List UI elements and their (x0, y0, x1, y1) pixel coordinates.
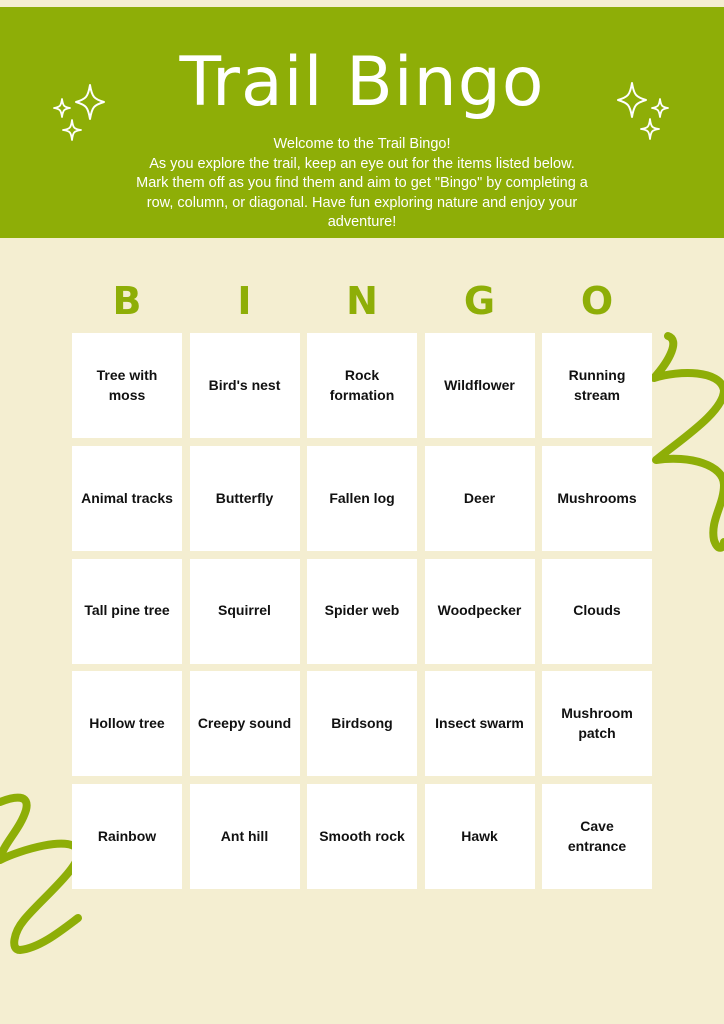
bingo-cell[interactable] (425, 446, 535, 551)
bingo-cell[interactable] (190, 671, 300, 776)
cell-label: Ant hill (220, 827, 269, 844)
header-banner (0, 7, 724, 238)
cell-label: Mushroom patch (561, 705, 633, 741)
bingo-cell[interactable] (542, 671, 652, 776)
intro-line: row, column, or diagonal. Have fun exploring nature and enjoy your (146, 194, 578, 211)
cell-label: Butterfly (215, 489, 274, 506)
bingo-letter: B (112, 279, 142, 323)
bingo-cell[interactable] (425, 333, 535, 438)
bingo-cell[interactable] (72, 559, 182, 664)
bingo-letter: I (237, 279, 252, 323)
bingo-cell[interactable] (72, 446, 182, 551)
cell-label: Birdsong (331, 715, 393, 731)
cell-label: Insect swarm (435, 715, 524, 731)
cell-label: Rainbow (97, 827, 157, 844)
bingo-cell[interactable] (72, 671, 182, 776)
intro-text (112, 135, 612, 233)
squiggle-decoration-right (640, 330, 724, 560)
cell-label: Tree with moss (96, 367, 158, 403)
bingo-letter: O (580, 279, 614, 323)
page-title: Trail Bingo (179, 43, 545, 122)
bingo-letter: N (346, 279, 378, 323)
cell-label: Wildflower (444, 376, 515, 393)
intro-line: Mark them off as you find them and aim to get "Bingo" by completing a (136, 175, 588, 191)
bingo-cell[interactable] (190, 559, 300, 664)
cell-label: Fallen log (329, 489, 395, 506)
cell-label: Rock formation (329, 367, 395, 403)
bingo-cell[interactable] (307, 446, 417, 551)
intro-line: Welcome to the Trail Bingo! (273, 136, 451, 152)
cell-label: Smooth rock (319, 827, 405, 844)
bingo-letters (72, 278, 652, 324)
bingo-cell[interactable] (425, 671, 535, 776)
bingo-cell[interactable] (190, 446, 300, 551)
cell-label: Cave entrance (567, 818, 627, 854)
bingo-cell[interactable] (542, 784, 652, 889)
cell-label: Animal tracks (81, 489, 173, 506)
cell-label: Bird's nest (208, 376, 281, 393)
bingo-cell[interactable] (425, 784, 535, 889)
bingo-cell[interactable] (72, 784, 182, 889)
bingo-cell[interactable] (307, 559, 417, 664)
intro-line: adventure! (327, 214, 397, 230)
bingo-cell[interactable] (425, 559, 535, 664)
intro-line: As you explore the trail, keep an eye out for the items listed below. (149, 155, 575, 172)
cell-label: Running stream (568, 367, 626, 403)
bingo-cell[interactable] (72, 333, 182, 438)
cell-label: Woodpecker (437, 602, 522, 619)
cell-label: Hollow tree (89, 715, 165, 731)
bingo-cell[interactable] (307, 671, 417, 776)
bingo-cell[interactable] (307, 784, 417, 889)
bingo-letter: G (463, 279, 496, 323)
cell-label: Deer (463, 489, 496, 506)
cell-label: Clouds (573, 602, 621, 619)
bingo-cell[interactable] (190, 784, 300, 889)
bingo-cell[interactable] (542, 559, 652, 664)
bingo-grid (72, 333, 652, 889)
cell-label: Mushrooms (557, 489, 637, 506)
top-strip (0, 0, 724, 7)
cell-label: Creepy sound (197, 715, 292, 731)
bingo-cell[interactable] (542, 333, 652, 438)
cell-label: Spider web (324, 602, 400, 619)
bingo-cell[interactable] (307, 333, 417, 438)
bingo-cell[interactable] (190, 333, 300, 438)
cell-label: Squirrel (218, 602, 271, 619)
cell-label: Tall pine tree (84, 602, 170, 619)
bingo-cell[interactable] (542, 446, 652, 551)
cell-label: Hawk (461, 827, 498, 844)
